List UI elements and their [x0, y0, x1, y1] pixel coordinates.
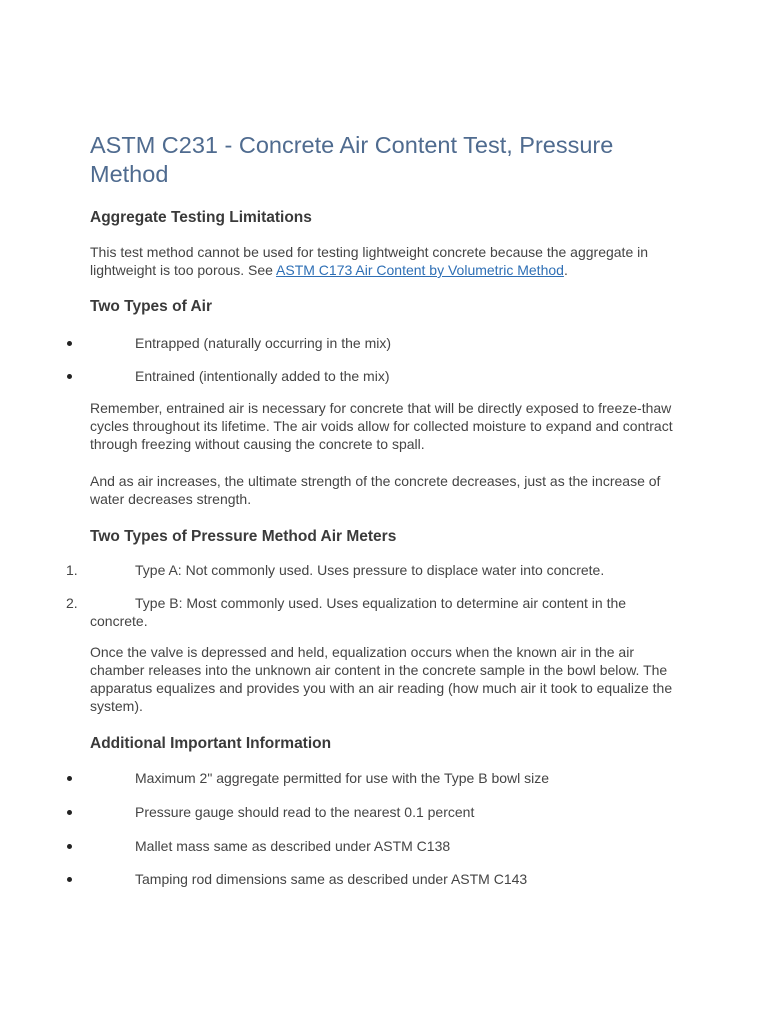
list-item-text: Entrapped (naturally occurring in the mix): [135, 335, 392, 351]
list-number: 2.: [66, 595, 78, 611]
equalization-paragraph: Once the valve is depressed and held, equalization occurs when the known air in the air chamber releases into the unknown air content in the concrete sample in the bowl below. The apparatus equalizes and provides you with an air reading (how much air it took to equalize the system).: [90, 644, 673, 714]
entrained-air-paragraph: Remember, entrained air is necessary for concrete that will be directly exposed to freeze-thaw cycles throughout its lifetime. The air voids allow for collected moisture to expand and contract through freezing without causing the concrete to spall.: [90, 400, 673, 452]
list-item-text: Maximum 2" aggregate permitted for use with the Type B bowl size: [135, 770, 550, 786]
list-number: 1.: [66, 562, 78, 578]
limitations-text: This test method cannot be used for testing lightweight concrete because the aggregate in lightweight is too porous. See: [90, 244, 649, 278]
limitations-paragraph: [90, 243, 690, 279]
section-heading-air-types: Two Types of Air: [90, 298, 212, 315]
list-item-text: Mallet mass same as described under ASTM C138: [135, 838, 451, 854]
list-item-text: Type B: Most commonly used. Uses equalization to determine air content in the concrete.: [90, 595, 627, 629]
bullet-icon: [67, 776, 72, 781]
list-item-text: Pressure gauge should read to the nearest 0.1 percent: [135, 804, 475, 820]
bullet-icon: [67, 374, 72, 379]
bullet-icon: [67, 877, 72, 882]
section-heading-limitations: Aggregate Testing Limitations: [90, 209, 312, 226]
page-title: ASTM C231 - Concrete Air Content Test, Pressure Method: [90, 132, 614, 187]
section-heading-meters: Two Types of Pressure Method Air Meters: [90, 528, 397, 545]
bullet-icon: [67, 844, 72, 849]
list-item-text: Tamping rod dimensions same as described under ASTM C143: [135, 871, 528, 887]
air-strength-paragraph: And as air increases, the ultimate strength of the concrete decreases, just as the increase of water decreases strength.: [90, 473, 661, 507]
limitations-text-end: .: [563, 262, 568, 278]
astm-c173-link[interactable]: ASTM C173 Air Content by Volumetric Method: [276, 262, 564, 278]
list-item-text: Type A: Not commonly used. Uses pressure to displace water into concrete.: [135, 562, 605, 578]
bullet-icon: [67, 810, 72, 815]
section-heading-additional: Additional Important Information: [90, 735, 332, 752]
list-item-text: Entrained (intentionally added to the mix): [135, 368, 390, 384]
bullet-icon: [67, 341, 72, 346]
